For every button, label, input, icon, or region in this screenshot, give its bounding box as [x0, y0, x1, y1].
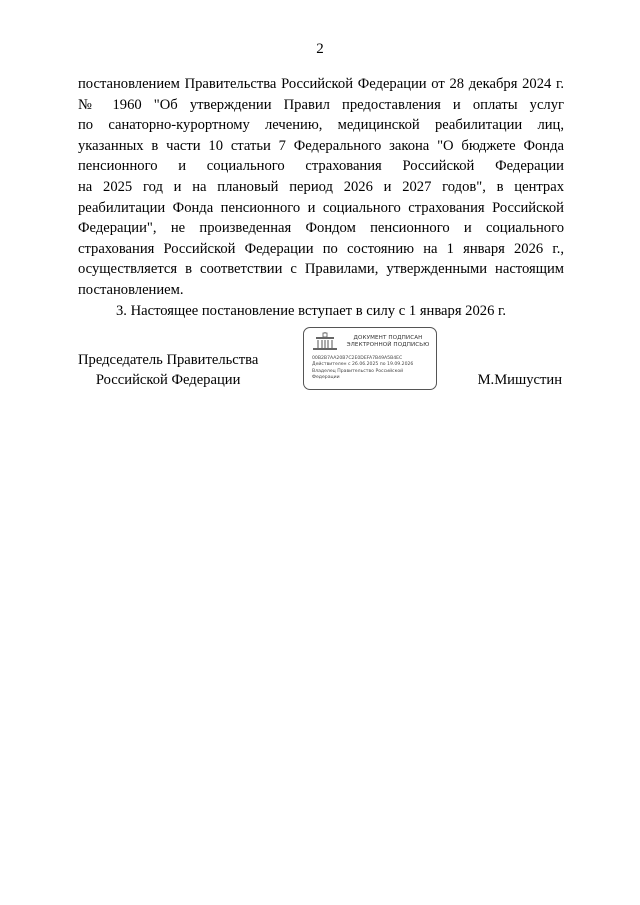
paragraph-2-continuation: [78, 74, 564, 301]
government-building-icon: [312, 332, 338, 352]
signatory-position-line2: Российской Федерации: [95, 372, 241, 388]
document-body: [78, 74, 564, 321]
stamp-certificate: 00B2B7AA20B7C2E0DEFA7B49A5B4EC: [312, 356, 403, 361]
page-number: 2: [316, 41, 324, 57]
body-line: постановлением.: [78, 281, 184, 298]
signatory-position-line1: Председатель Правительства: [78, 352, 259, 368]
stamp-title-line1: ДОКУМЕНТ ПОДПИСАН: [353, 335, 423, 341]
body-line: осуществляется в соответствии с Правилами, утвержденными настоящим: [78, 261, 564, 278]
body-line: Федерации", не произведенная Фондом пенсионного и социального: [78, 220, 564, 237]
body-line: страхования Российской Федерации по состоянию на 1 января 2026 г.,: [78, 240, 564, 257]
stamp-title-line2: ЭЛЕКТРОННОЙ ПОДПИСЬЮ: [346, 342, 430, 348]
body-line: реабилитации Фонда пенсионного и социального страхования Российской: [78, 199, 564, 216]
body-line: на 2025 год и на плановый период 2026 и 2027 годов", в центрах: [78, 178, 564, 195]
stamp-owner-line1: Владелец Правительство Российской: [312, 368, 404, 374]
electronic-signature-stamp: [303, 327, 437, 390]
body-line: пенсионного и социального страхования Российской Федерации: [78, 158, 564, 175]
stamp-validity: Действителен с 26.06.2025 по 19.09.2026: [312, 362, 414, 368]
body-line: указанных в части 10 статьи 7 Федерального закона "О бюджете Фонда: [78, 137, 564, 154]
stamp-owner-line2: Федерации: [312, 374, 340, 380]
body-line: № 1960 "Об утверждении Правил предоставления и оплаты услуг: [78, 96, 564, 113]
stamp-details: [312, 356, 434, 381]
signatory-name: М.Мишустин: [477, 372, 562, 388]
stamp-title: [340, 335, 436, 349]
signatory-position: [78, 350, 258, 390]
body-line: постановлением Правительства Российской Федерации от 28 декабря 2024 г.: [78, 76, 564, 92]
body-line: по санаторно-курортному лечению, медицинской реабилитации лиц,: [78, 117, 564, 134]
paragraph-3: 3. Настоящее постановление вступает в силу с 1 января 2026 г.: [116, 302, 506, 319]
